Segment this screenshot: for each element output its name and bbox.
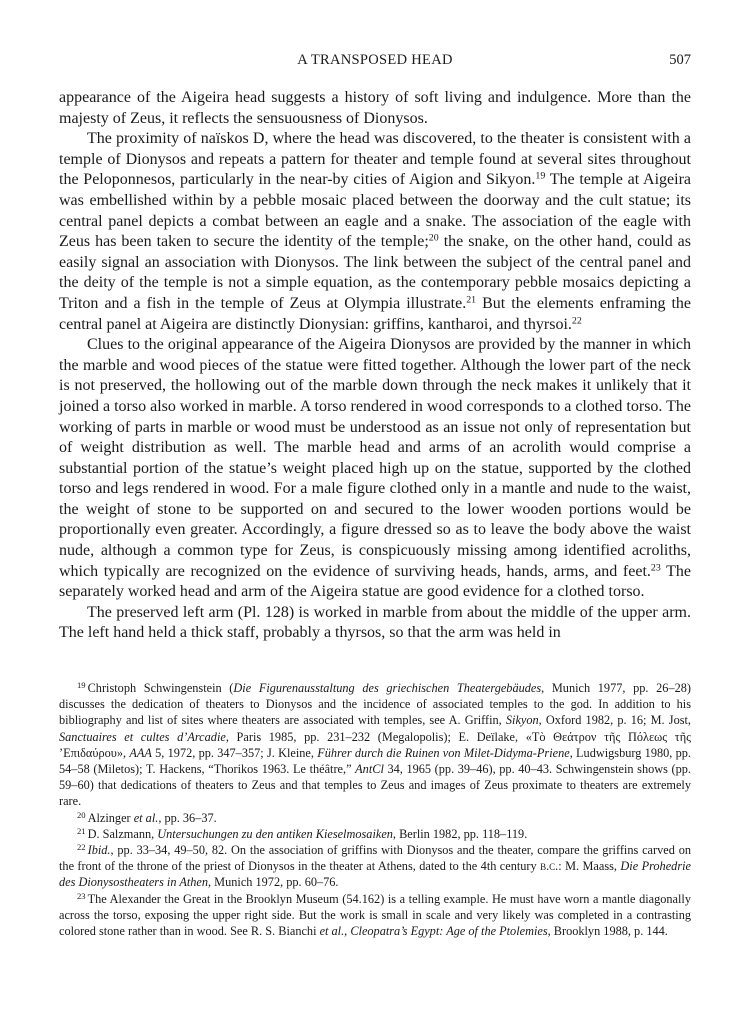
- footnote-21: [59, 826, 691, 842]
- footnote-emphasis: et al.: [133, 810, 159, 825]
- footnote-text: , Ludwigsburg 1980, pp. 54–58 (Miletos); T. Hackens, “Thorikos 1963. Le théâtre,”: [59, 745, 691, 777]
- paragraph-4: [59, 603, 691, 644]
- footnote-text: , Munich 1972, pp. 60–76.: [208, 875, 339, 890]
- footnote-text: , Paris 1985, pp. 231–232 (Megalopolis); E. Deïlake, «Τὸ Θεάτρον τῆς Πόλεως τῆς ’Επιδαύρου»,: [59, 729, 691, 760]
- footnote-ref-22: 22: [571, 315, 582, 327]
- paragraph-3-text-b: The separately worked head and arm of the Aigeira statue are good evidence for a clothed torso.: [59, 562, 691, 601]
- footnote-text: Alzinger: [87, 810, 134, 825]
- footnote-number: 20: [77, 809, 86, 820]
- paragraph-3: [59, 335, 691, 603]
- footnote-title: Untersuchungen zu den antiken Kieselmosaiken: [157, 826, 393, 841]
- footnote-ref-21: 21: [466, 294, 477, 306]
- footnote-title: Cleopatra’s Egypt: Age of the Ptolemies: [350, 924, 548, 939]
- footnote-text: 34, 1965 (pp. 39–46), pp. 40–43. Schwingenstein shows (pp. 59–60) that dedications of theaters to Zeus and that temples to Zeus and images of Zeus proximate to theaters are extremely rare.: [59, 762, 691, 809]
- paragraph-2-text-d: But the elements enframing the central panel at Aigeira are distinctly Dionysian: griffins, kantharoi, and thyrsoi.: [59, 294, 691, 333]
- footnote-ref-23: 23: [650, 562, 661, 574]
- footnote-20: [59, 810, 691, 826]
- footnote-title: Die Figurenausstaltung des griechischen Theatergebäudes: [233, 681, 542, 695]
- footnote-title: Sikyon: [505, 713, 539, 728]
- footnote-text: Christoph Schwingenstein (: [87, 681, 234, 695]
- footnote-number: 23: [77, 890, 86, 901]
- footnote-text: ,: [344, 924, 351, 939]
- footnote-title: Die Prohedrie des Dionysostheaters in Athen: [59, 859, 691, 890]
- footnote-ref-19: 19: [535, 170, 546, 182]
- footnote-emphasis: et al.: [319, 924, 345, 939]
- footnote-19: [59, 680, 691, 810]
- paragraph-2-text-a: The proximity of naïskos D, where the head was discovered, to the theater is consistent with a temple of Dionysos and repeats a pattern for theater and temple found at several sites throughout the Peloponnesos, particularly in the near-by cities of Aigion and Sikyon.: [59, 130, 691, 189]
- footnote-title: AAA: [129, 745, 152, 760]
- paragraph-3-text-a: Clues to the original appearance of the Aigeira Dionysos are provided by the manner in which the marble and wood pieces of the statue were fitted together. Although the lower part of the neck is not preserved, the hollowing out of the marble down through the neck makes it unlikely that it joined a torso also worked in marble. A torso rendered in wood corresponds to a clothed torso. The working of parts in marble or wood must be understood as an issue not only of representation but of weight distribution as well. The marble head and arms of an acrolith would comprise a substantial portion of the statue’s weight placed high up on the statue, supported by the clothed torso and legs rendered in wood. For a male figure clothed only in a mantle and nude to the waist, the weight of stone to be supported on and secured to the lower wooden portions would be proportionally even greater. Accordingly, a figure dressed so as to leave the body above the waist nude, although a common type for Zeus, is conspicuously missing among identified acroliths, which typically are recognized on the evidence of surviving heads, hands, arms, and feet.: [59, 336, 692, 580]
- footnote-emphasis: Ibid.: [87, 843, 111, 858]
- footnote-text: 5, 1972, pp. 347–357; J. Kleine,: [151, 745, 318, 760]
- paragraph-2-text-c: the snake, on the other hand, could as easily signal an association with Dionysos. The link between the subject of the central panel and the deity of the temple is not a simple equation, as the contemporary pebble mosaics depicting a Triton and a fish in the temple of Zeus at Olympia illustrate.: [59, 233, 692, 312]
- paragraph-1-text: appearance of the Aigeira head suggests a history of soft living and indulgence. More than the majesty of Zeus, it reflects the sensuousness of Dionysos.: [59, 89, 691, 127]
- footnote-title: Führer durch die Ruinen von Milet-Didyma-Priene: [317, 745, 570, 760]
- page-header: [59, 52, 691, 72]
- footnote-text: , Berlin 1982, pp. 118–119.: [392, 826, 528, 841]
- footnote-number: 21: [77, 825, 86, 836]
- footnote-text: , pp. 33–34, 49–50, 82. On the association of griffins with Dionysos and the theater, compare the griffins carved on the front of the throne of the priest of Dionysos in the theater at Athens, dated to the 4th century: [59, 843, 691, 874]
- paragraph-4-text: The preserved left arm (Pl. 128) is worked in marble from about the middle of the upper arm. The left hand held a thick staff, probably a thyrsos, so that the arm was held in: [59, 603, 691, 642]
- footnote-title: AntCl: [355, 762, 384, 777]
- body-text: [59, 88, 691, 644]
- footnote-ref-20: 20: [428, 232, 439, 244]
- footnote-text: , pp. 36–37.: [158, 810, 217, 825]
- page-number: 507: [669, 52, 691, 68]
- footnote-text: , Brooklyn 1988, p. 144.: [547, 924, 668, 939]
- footnote-text: , Oxford 1982, p. 16; M. Jost,: [538, 713, 691, 728]
- paragraph-1: [59, 88, 691, 129]
- footnote-text: : M. Maass,: [558, 859, 621, 874]
- footnotes: [59, 680, 691, 939]
- footnote-number: 22: [77, 842, 86, 853]
- footnote-text: D. Salzmann,: [87, 826, 158, 841]
- footnote-text: The Alexander the Great in the Brooklyn Museum (54.162) is a telling example. He must have worn a mantle diagonally across the torso, exposing the upper right side. But the work is small in scale and very likely was completed in a contrasting colored stone rather than in wood. See R. S. Bianchi: [59, 891, 691, 939]
- footnote-era: b.c.: [540, 859, 559, 874]
- footnote-text: , Munich 1977, pp. 26–28) discusses the dedication of theaters to Dionysos and the incidence of associated temples to the god. In addition to his bibliography and list of sites where theaters are associated with temples, see A. Griffin,: [59, 681, 691, 728]
- paragraph-2-text-b: The temple at Aigeira was embellished within by a pebble mosaic placed between the doorway and the cult statue; its central panel depicts a combat between an eagle and a snake. The association of the eagle with Zeus has been taken to secure the identity of the temple;: [59, 171, 692, 251]
- footnote-title: Sanctuaires et cultes d’Arcadie: [59, 729, 226, 744]
- paragraph-2: [59, 129, 691, 335]
- footnote-number: 19: [77, 680, 86, 691]
- footnote-22: [59, 842, 691, 891]
- running-title: A TRANSPOSED HEAD: [297, 52, 453, 68]
- footnote-23: [59, 891, 691, 940]
